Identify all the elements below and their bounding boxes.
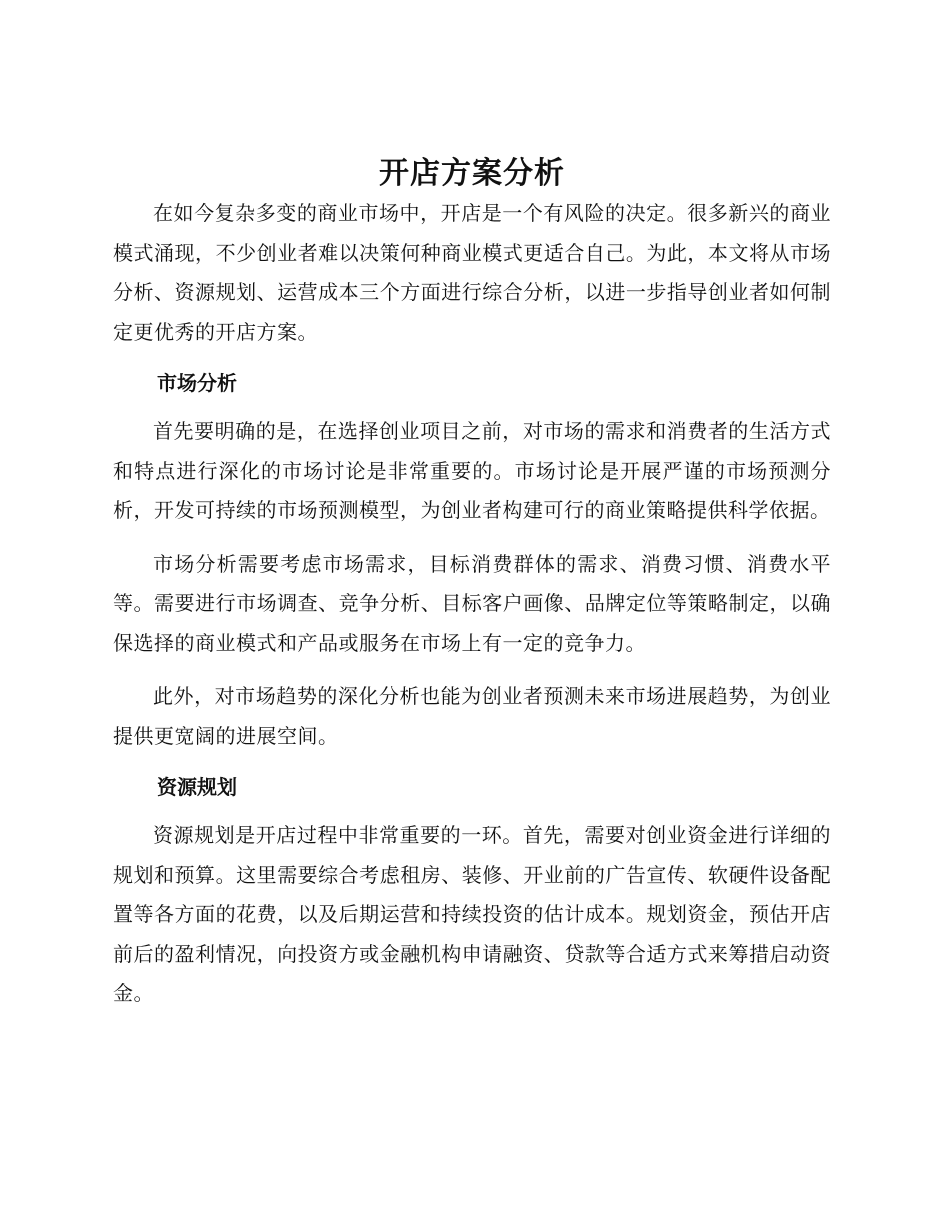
- body-paragraph: 此外，对市场趋势的深化分析也能为创业者预测未来市场进展趋势，为创业提供更宽阔的进展空间。: [113, 684, 831, 748]
- section-market-analysis: [113, 368, 831, 756]
- section-heading: 资源规划: [157, 775, 237, 799]
- section-heading: 市场分析: [157, 371, 237, 395]
- section-resource-planning: [113, 772, 831, 1014]
- document-page: [113, 150, 831, 1014]
- body-paragraph: 首先要明确的是，在选择创业项目之前，对市场的需求和消费者的生活方式和特点进行深化的市场讨论是非常重要的。市场讨论是开展严谨的市场预测分析，开发可持续的市场预测模型，为创业者构建可行的商业策略提供科学依据。: [113, 419, 831, 522]
- document-title: 开店方案分析: [379, 156, 565, 191]
- body-paragraph: 资源规划是开店过程中非常重要的一环。首先，需要对创业资金进行详细的规划和预算。这里需要综合考虑租房、装修、开业前的广告宣传、软硬件设备配置等各方面的花费，以及后期运营和持续投资的估计成本。规划资金，预估开店前后的盈利情况，向投资方或金融机构申请融资、贷款等合适方式来筹措启动资金。: [113, 823, 831, 1005]
- intro-paragraph: 在如今复杂多变的商业市场中，开店是一个有风险的决定。很多新兴的商业模式涌现，不少创业者难以决策何种商业模式更适合自己。为此，本文将从市场分析、资源规划、运营成本三个方面进行综合分析，以进一步指导创业者如何制定更优秀的开店方案。: [113, 201, 831, 344]
- body-paragraph: 市场分析需要考虑市场需求，目标消费群体的需求、消费习惯、消费水平等。需要进行市场调查、竞争分析、目标客户画像、品牌定位等策略制定，以确保选择的商业模式和产品或服务在市场上有一定的竞争力。: [113, 551, 831, 655]
